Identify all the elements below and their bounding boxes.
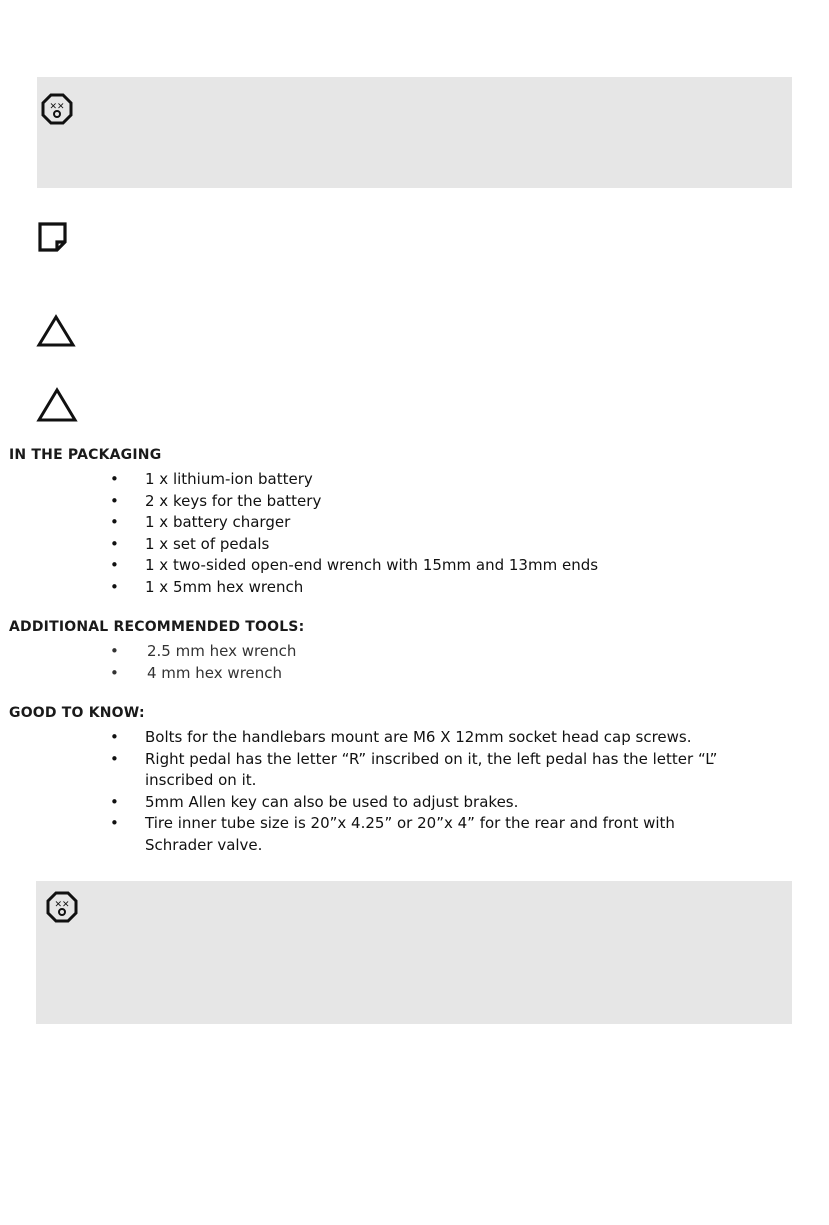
list-item: • 2 x keys for the battery [0, 491, 598, 513]
svg-text:✕✕: ✕✕ [54, 900, 70, 910]
no-entry-icon [40, 92, 74, 126]
warning-icon [36, 387, 78, 423]
tools-list [0, 641, 296, 684]
top-callout-box [37, 77, 792, 188]
no-entry-icon [45, 890, 79, 924]
list-item [0, 813, 717, 856]
list-item: • 2.5 mm hex wrench [0, 641, 296, 663]
packaging-heading: IN THE PACKAGING [9, 447, 162, 463]
list-item: • 1 x two-sided open-end wrench with 15mm and 13mm ends [0, 555, 598, 577]
warning-icon [36, 314, 76, 348]
list-item: • 1 x battery charger [0, 512, 598, 534]
note-icon [37, 221, 69, 253]
good-to-know-list [0, 727, 717, 856]
list-item: • 1 x 5mm hex wrench [0, 577, 598, 599]
list-item: • 1 x set of pedals [0, 534, 598, 556]
list-item-line: • Right pedal has the letter “R” inscribed on it, the left pedal has the letter “L” [145, 749, 718, 768]
list-item: • 1 x lithium-ion battery [0, 469, 598, 491]
list-item-line: inscribed on it. [145, 771, 257, 789]
packaging-list [0, 469, 598, 598]
svg-text:✕✕: ✕✕ [49, 102, 65, 112]
list-item: • Bolts for the handlebars mount are M6 X 12mm socket head cap screws. [0, 727, 717, 749]
list-item: • 4 mm hex wrench [0, 663, 296, 685]
list-item: • 5mm Allen key can also be used to adjust brakes. [0, 792, 717, 814]
tools-heading: ADDITIONAL RECOMMENDED TOOLS: [9, 619, 305, 635]
good-to-know-heading: GOOD TO KNOW: [9, 705, 145, 721]
list-item-line: Schrader valve. [145, 835, 263, 854]
list-item-line: • Tire inner tube size is 20”x 4.25” or 20”x 4” for the rear and front with [145, 814, 675, 832]
bottom-callout-box [36, 881, 792, 1024]
list-item [0, 749, 717, 792]
